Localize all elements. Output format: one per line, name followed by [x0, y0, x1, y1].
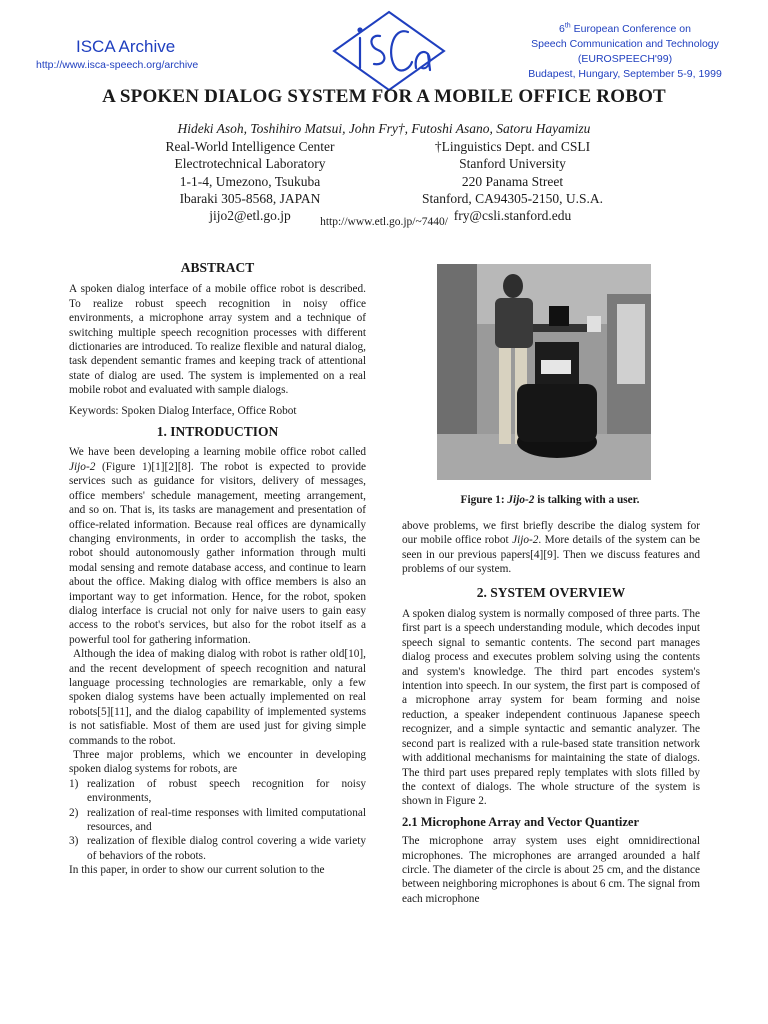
system-overview-heading: 2. SYSTEM OVERVIEW — [476, 584, 626, 600]
intro-paragraph-2: Although the idea of making dialog with robot is rather old[10], and the recent development of speech recognition and natural language processing technologies are remarkable, only a few spoken dialog systems have been actually implemented on real robots[5][11], and the dialog capability of implemented systems is not satisfiable. Most of them are used just for giving simple commands to the robot. — [69, 648, 366, 747]
intro-paragraph-5 — [402, 519, 700, 577]
conference-ordinal: 6 — [559, 23, 565, 35]
system-overview-paragraph-1: A spoken dialog system is normally composed of three parts. The first part is a speech understanding module, which decodes input speech signal to semantic contents. The second part manages dialog process and executes problem solving using the contents and system's knowledge. The third part encodes system's intention into speech. In our system, the first part is composed of a microphone array system for beam forming and noise reduction, a speaker independent continuous Japanese speech recognizer, and a simple syntactic and semantic analyzer. The second part is realized with a rule-based state transition network with additional mechanisms for maintaining the state of dialogs. The third part uses prepared reply templates with slots filled by the context of dialogs. The whole structure of the system is shown in Figure 2. — [402, 608, 700, 808]
problem-text: realization of robust speech recognition for noisy environments, — [87, 777, 366, 805]
figure-caption — [400, 494, 700, 506]
problem-number: 2) — [69, 806, 79, 819]
intro-p5-text-cont: . More details of the system can be seen in our previous papers[4][9]. Then we discuss features and problems of our system. — [402, 534, 701, 576]
web-url[interactable]: http://www.etl.go.jp/~7440/ — [320, 216, 448, 228]
problem-number: 3) — [69, 835, 79, 848]
robot-name: Jijo-2 — [69, 460, 96, 473]
paper-title: A SPOKEN DIALOG SYSTEM FOR A MOBILE OFFICE ROBOT — [102, 86, 666, 107]
intro-paragraph-1 — [69, 445, 366, 647]
conference-info — [500, 22, 750, 82]
left-column — [69, 261, 366, 878]
isca-logo — [330, 8, 448, 94]
problem-item — [69, 777, 366, 806]
conference-line-1-text: European Conference on — [570, 23, 691, 35]
intro-p1-text-cont: (Figure 1)[1][2][8]. The robot is expected to provide services such as guidance for visitors, delivery of messages, office members' schedule management, meeting arrangement, and so on. That is, its tasks are management and presentation of office-related information. Because real offices are dynamically changing environments, in order to accomplish the tasks, the robot should autonomously gather information through multi modal sensing and remote database access, and continue to learn about the office. Making dialog with office members is also an important way to get information. Hence, for the robot, spoken dialog interface is crucial not only for naive users to gain easy access to the robot's services, but also for the robot itself as a powerful tool for gathering information. — [69, 460, 366, 646]
conference-line-4: Budapest, Hungary, September 5-9, 1999 — [528, 68, 722, 80]
affiliation-left-line: Electrotechnical Laboratory — [174, 156, 326, 172]
abstract-heading: ABSTRACT — [180, 260, 255, 275]
robot-photo — [437, 264, 651, 480]
intro-paragraph-3: Three major problems, which we encounter in developing spoken dialog systems for robots, are — [69, 749, 366, 776]
figure-label: Figure 1: — [460, 494, 508, 506]
problem-number: 1) — [69, 777, 79, 790]
problem-item — [69, 806, 366, 835]
figure-robot-name: Jijo-2 — [507, 494, 535, 506]
problem-text: realization of flexible dialog control covering a wide variety of behaviors of the robots. — [87, 835, 366, 862]
abstract-text: A spoken dialog interface of a mobile office robot is described. To realize robust speech recognition in noisy office environments, a microphone array system and a technique of switching multiple speech recognition processes with different dictionaries are introduced. To realize flexible and natural dialog, task dependent semantic frames and keeping track of attentional state of dialog are used. The system is implemented on a real mobile robot and evaluated with sample dialogs. — [69, 283, 366, 397]
keywords: Keywords: Spoken Dialog Interface, Office Robot — [69, 404, 297, 417]
affiliation-right-line: Stanford University — [459, 156, 566, 172]
figure-caption-text: is talking with a user. — [534, 494, 640, 506]
affiliation-left — [100, 138, 400, 224]
affiliation-left-line: Real-World Intelligence Center — [165, 139, 335, 154]
conference-line-2: Speech Communication and Technology — [531, 38, 719, 50]
archive-title: ISCA Archive — [76, 37, 176, 56]
affiliation-right-line: Stanford, CA94305-2150, U.S.A. — [421, 190, 604, 206]
affiliation-right — [365, 138, 660, 224]
microphone-array-subheading: 2.1 Microphone Array and Vector Quantizer — [402, 814, 640, 829]
problem-text: realization of real-time responses with limited computational resources, and — [87, 806, 366, 834]
conference-ordinal-suffix: th — [564, 22, 571, 30]
affiliation-left-line: 1-1-4, Umezono, Tsukuba — [179, 173, 321, 189]
robot-name: Jijo-2 — [512, 534, 539, 547]
archive-url[interactable]: http://www.isca-speech.org/archive — [36, 59, 199, 71]
author-email-right[interactable]: fry@csli.stanford.edu — [453, 208, 572, 224]
right-column — [402, 519, 700, 906]
intro-paragraph-4: In this paper, in order to show our current solution to the — [69, 864, 325, 877]
affiliation-left-line: Ibaraki 305-8568, JAPAN — [179, 190, 321, 206]
system-overview-paragraph-2: The microphone array system uses eight omnidirectional microphones. The microphones are arranged arounded a half circle. The diameter of the circle is about 25 cm, and the distance between neighboring microphones is about 6 cm. The signal from each microphone — [402, 835, 700, 905]
affiliation-right-line: 220 Panama Street — [461, 173, 564, 189]
author-email-left[interactable]: jijo2@etl.go.jp — [209, 208, 291, 224]
intro-p1-text: We have been developing a learning mobile office robot called — [69, 446, 366, 459]
intro-p5-text: above problems, we first briefly describe the dialog system for our mobile office robot — [402, 520, 700, 547]
authors: Hideki Asoh, Toshihiro Matsui, John Fry†, Futoshi Asano, Satoru Hayamizu — [177, 121, 591, 136]
introduction-heading: 1. INTRODUCTION — [156, 424, 279, 440]
conference-line-3: (EUROSPEECH'99) — [577, 53, 673, 65]
conference-line-1 — [500, 22, 750, 37]
affiliation-right-line: †Linguistics Dept. and CSLI — [434, 139, 591, 154]
problem-item — [69, 834, 366, 863]
